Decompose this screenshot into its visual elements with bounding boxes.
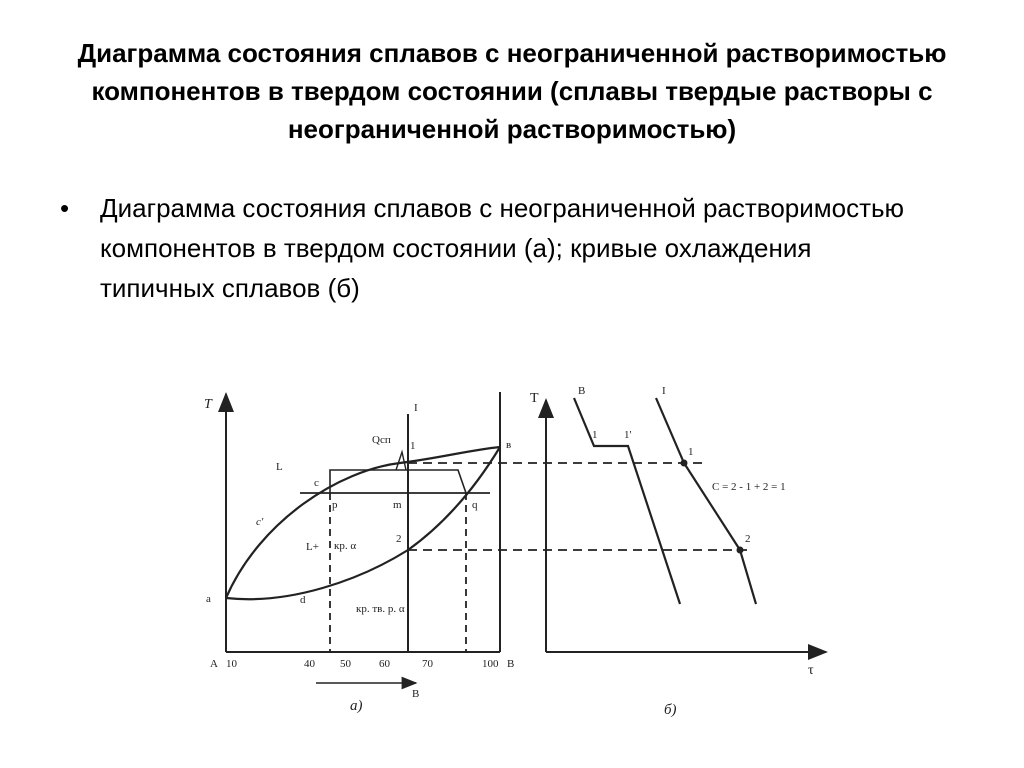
label-qsp: Qcп xyxy=(372,434,391,446)
b-axis-x-label: τ xyxy=(808,663,814,678)
phase-rule-formula: C = 2 - 1 + 2 = 1 xyxy=(712,481,786,493)
curve-b-point-1: 1 xyxy=(592,429,598,441)
label-alloy-i: I xyxy=(414,402,418,414)
label-p: p xyxy=(332,499,338,511)
curve-i-point-1: 1 xyxy=(688,446,694,458)
label-d: d xyxy=(300,594,306,606)
tick-40: 40 xyxy=(304,658,315,670)
curve-b-label: B xyxy=(578,385,586,397)
slide-title: Диаграмма состояния сплавов с неограниченной растворимостью компонентов в твердом состоянии (сплавы твердые растворы с неограниченной растворимостью) xyxy=(77,38,947,144)
label-q: q xyxy=(472,499,478,511)
cooling-curve-i xyxy=(656,398,756,604)
label-region-mixed-sub: кр. α xyxy=(334,540,357,552)
label-c-prime: c' xyxy=(256,516,264,528)
direction-arrow-label: B xyxy=(412,688,420,700)
figure-b xyxy=(530,385,826,718)
bracket-c-to-q xyxy=(330,470,466,493)
label-a: a xyxy=(206,593,211,605)
tick-10: 10 xyxy=(226,658,237,670)
tick-100: 100 xyxy=(482,658,499,670)
curve-i-point-1-dot xyxy=(681,460,688,467)
label-region-l: L xyxy=(276,461,283,473)
curve-i-point-2: 2 xyxy=(745,533,751,545)
curve-b-point-1-prime: 1' xyxy=(624,429,632,441)
b-axis-y-label: T xyxy=(530,391,539,406)
figure-a xyxy=(204,392,514,714)
label-c: c xyxy=(314,477,319,489)
tick-70: 70 xyxy=(422,658,433,670)
label-2: 2 xyxy=(396,533,402,545)
axis-x-end: B xyxy=(507,658,515,670)
label-m: m xyxy=(393,499,402,511)
caption-a: а) xyxy=(350,698,363,714)
tick-60: 60 xyxy=(379,658,390,670)
axis-x-start: A xyxy=(210,658,218,670)
a-axis-y-label: T xyxy=(204,397,212,412)
label-region-solid: кр. тв. р. α xyxy=(356,603,405,615)
label-region-mixed: L+ xyxy=(306,541,319,553)
label-1: 1 xyxy=(410,440,416,452)
bullet-text: Диаграмма состояния сплавов с неограниченной растворимостью компонентов в твердом состоянии (а); кривые охлаждения типичных сплавов (б) xyxy=(100,193,905,303)
label-b: в xyxy=(506,439,512,451)
bullet-marker: • xyxy=(60,193,70,223)
caption-b: б) xyxy=(664,702,677,718)
qsp-peak xyxy=(396,452,406,470)
curve-i-point-2-dot xyxy=(737,547,744,554)
tick-50: 50 xyxy=(340,658,351,670)
curve-i-label: I xyxy=(662,385,666,397)
